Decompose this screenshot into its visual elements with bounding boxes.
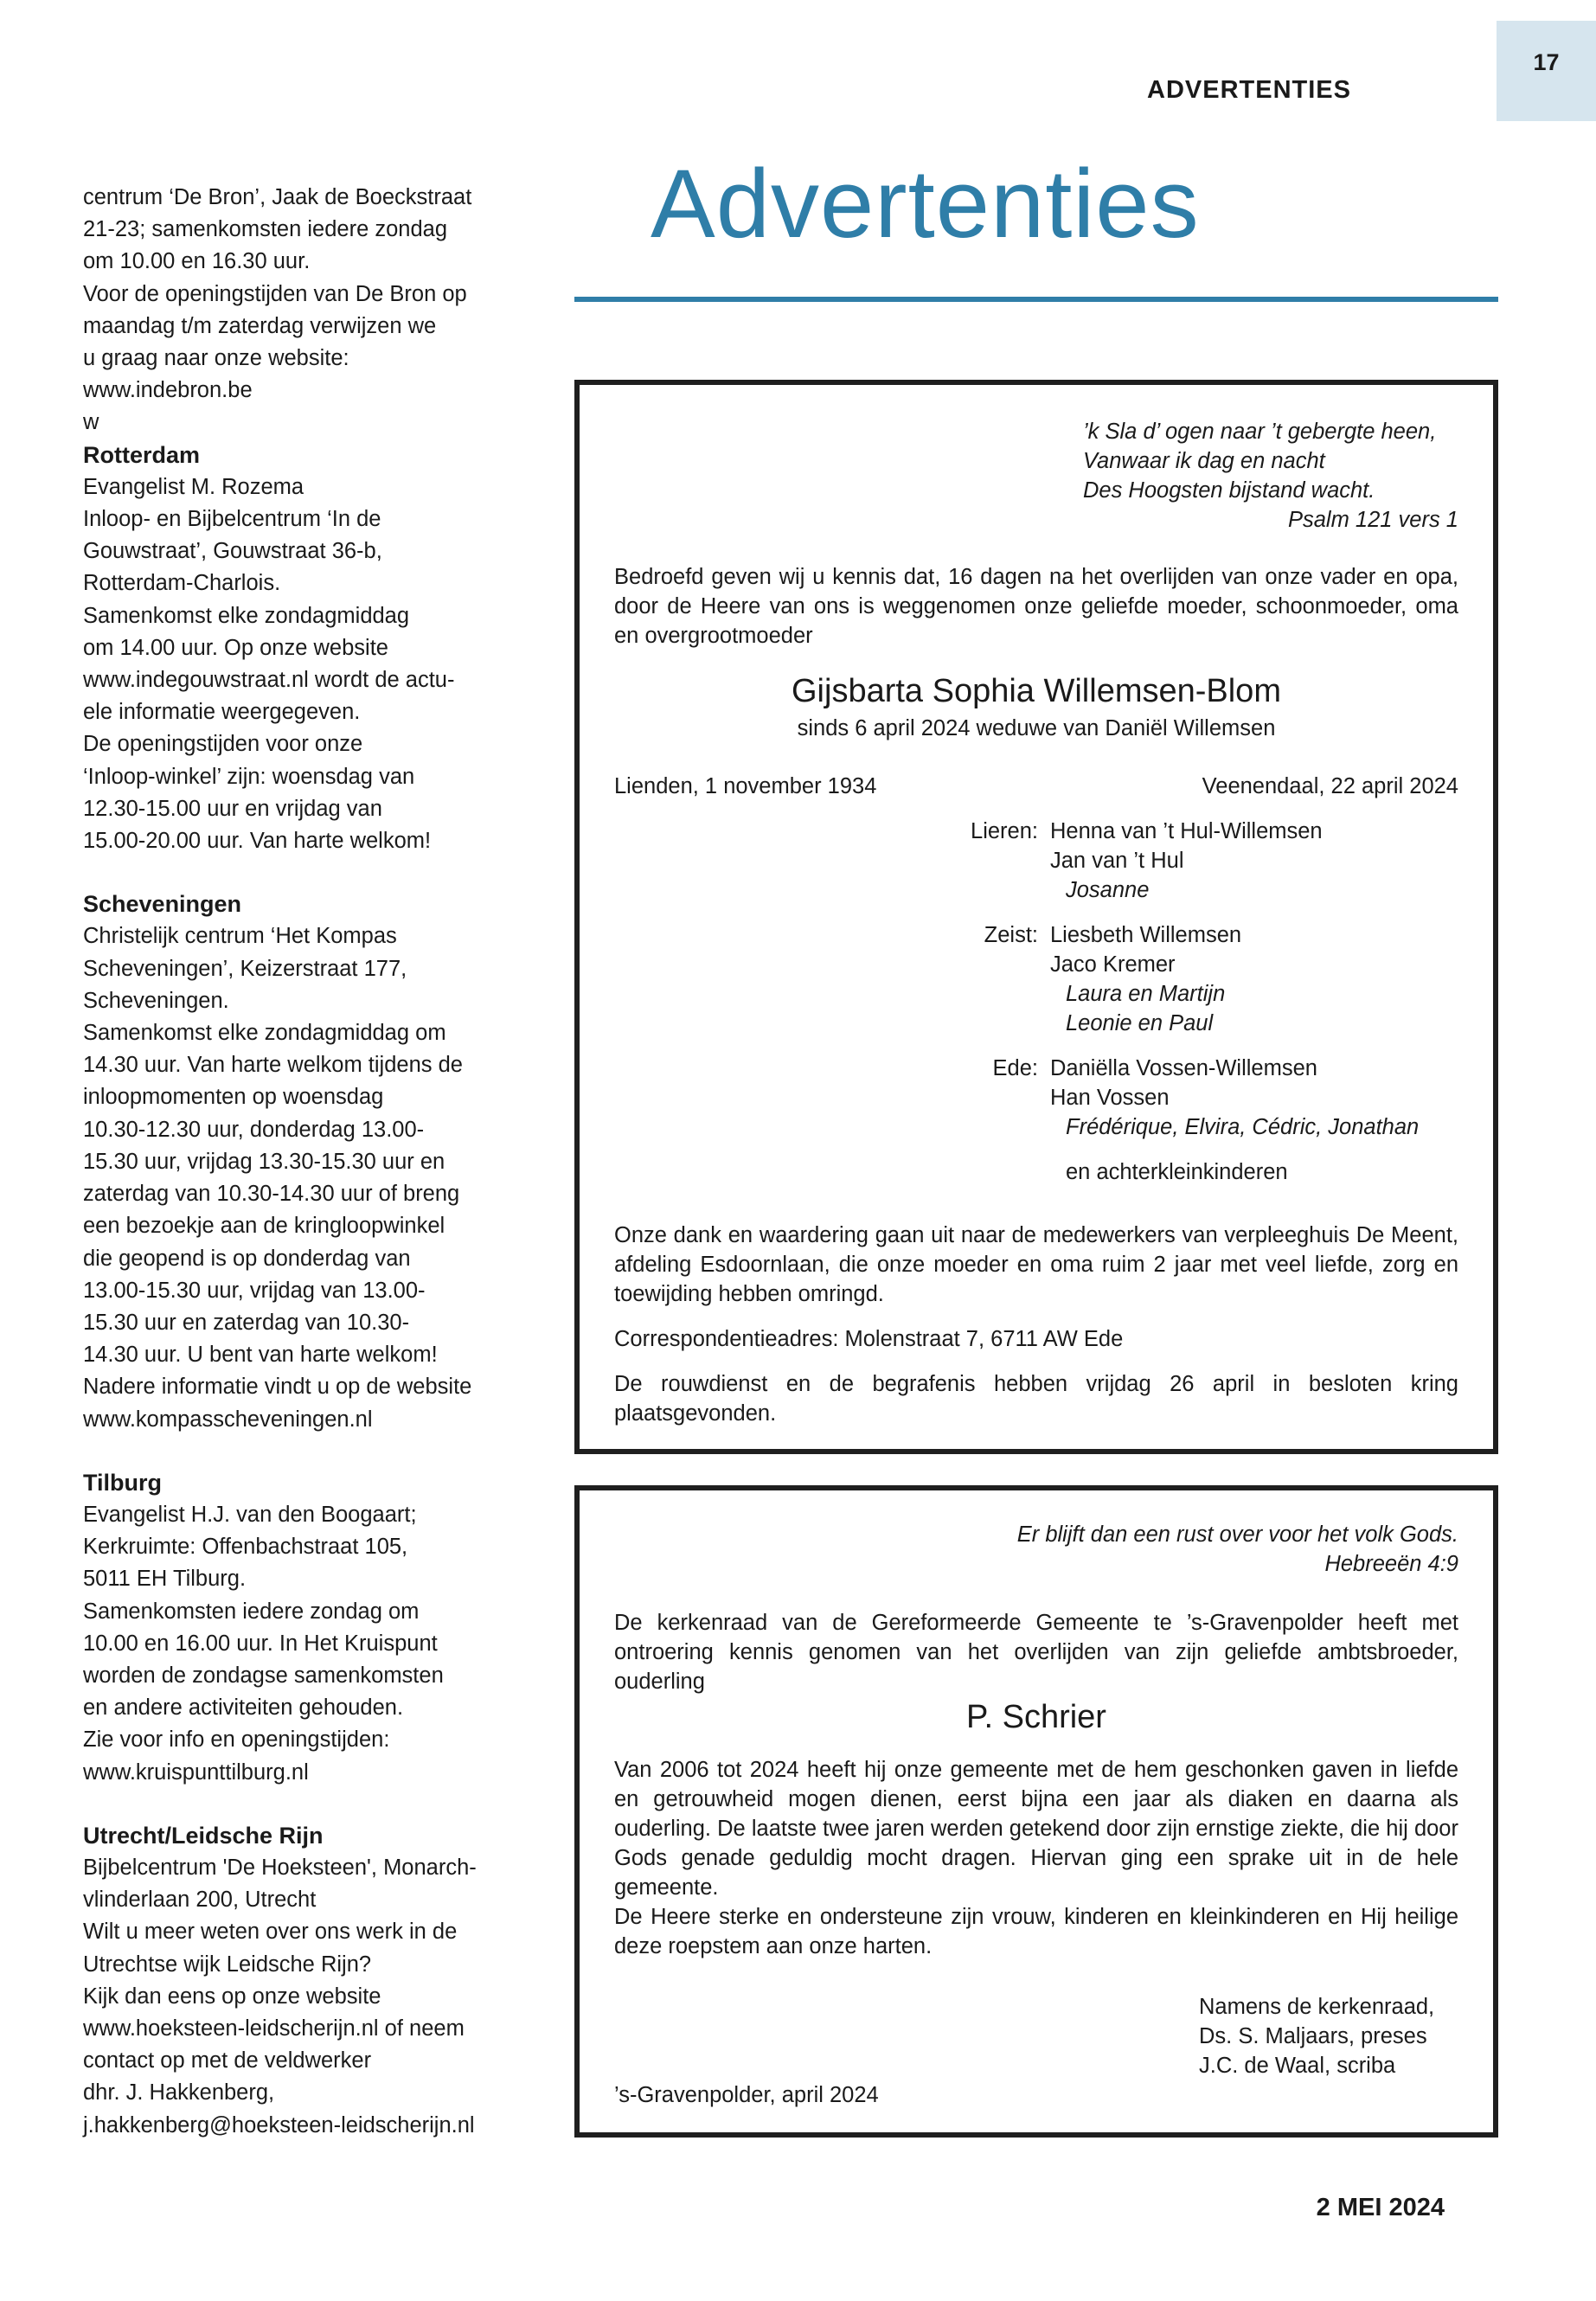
family-group (614, 1054, 1458, 1142)
family-place: Ede: (992, 1056, 1038, 1080)
scheveningen-block (83, 888, 533, 1435)
text-line: Utrechtse wijk Leidsche Rijn? (83, 1952, 372, 1977)
bible-verse: Er blijft dan een rust over voor het volk Gods. (1016, 1522, 1458, 1547)
grandchildren: Josanne (1066, 878, 1150, 902)
deceased-subtitle: sinds 6 april 2024 weduwe van Daniël Willemsen (797, 716, 1276, 740)
text-line: Evangelist H.J. van den Boogaart; (83, 1502, 417, 1527)
tilburg-block (83, 1467, 533, 1789)
text-line: u graag naar onze website: (83, 346, 349, 371)
text-line: Inloop- en Bijbelcentrum ‘In de (83, 507, 381, 532)
family-member: Liesbeth Willemsen (1050, 923, 1242, 947)
text-line: en andere activiteiten gehouden. (83, 1695, 404, 1721)
text-line: 21-23; samenkomsten iedere zondag (83, 217, 448, 242)
text-line: worden de zondagse samenkomsten (83, 1663, 444, 1688)
deceased-name: Gijsbarta Sophia Willemsen-Blom (792, 673, 1281, 709)
intro-text: De kerkenraad van de Gereformeerde Gemeente te ’s-Gravenpolder heeft met ontroering kennis genomen van het overlijden van zijn geliefde ambtsbroeder, ouderling (614, 1611, 1458, 1694)
text-line: Wilt u meer weten over ons werk in de (83, 1920, 458, 1945)
family-member: Jan van ’t Hul (1050, 849, 1184, 873)
text-line: 15.00-20.00 uur. Van harte welkom! (83, 829, 432, 854)
text-line: een bezoekje aan de kringloopwinkel (83, 1214, 445, 1239)
text-line: dhr. J. Hakkenberg, (83, 2080, 275, 2106)
text-line: die geopend is op donderdag van (83, 1246, 411, 1271)
signature-line: Namens de kerkenraad, (1199, 1995, 1435, 2019)
funeral-text: De rouwdienst en de begrafenis hebben vrijdag 26 april in besloten kring plaatsgevonden. (614, 1372, 1458, 1426)
city-heading-rotterdam: Rotterdam (83, 441, 201, 468)
text-line: Samenkomst elke zondagmiddag (83, 603, 410, 628)
page-number: 17 (1533, 49, 1560, 75)
place-date: ’s-Gravenpolder, april 2024 (614, 2083, 879, 2107)
text-line: Evangelist M. Rozema (83, 474, 304, 499)
title-divider (574, 297, 1498, 302)
tribute-text: Van 2006 tot 2024 heeft hij onze gemeente met de hem geschonken gaven in liefde en getrouwheid mogen dienen, eerst bijna een jaar als diaken en daarna als ouderling. De laatste twee jaren werden getekend door zijn ernstige ziekte, die hij door Gods genade geduldig mocht dragen. Hiervan ging een sprake uit in de hele gemeente. (614, 1758, 1458, 1900)
text-line: www.kruispunttilburg.nl (83, 1759, 309, 1785)
text-line: j.hakkenberg@hoeksteen-leidscherijn.nl (83, 2112, 475, 2138)
text-line: Scheveningen. (83, 988, 229, 1013)
text-line: www.hoeksteen-leidscherijn.nl of neem (83, 2016, 465, 2041)
text-line: 14.30 uur. Van harte welkom tijdens de (83, 1053, 463, 1078)
text-line: 10.00 en 16.00 uur. In Het Kruispunt (83, 1631, 438, 1656)
text-line: www.kompasscheveningen.nl (83, 1407, 373, 1432)
grandchildren: Laura en Martijn (1066, 982, 1226, 1006)
signature-line: J.C. de Waal, scriba (1199, 2054, 1396, 2078)
text-line: Samenkomsten iedere zondag om (83, 1599, 420, 1624)
psalm-verse (1083, 417, 1458, 535)
text-line: om 10.00 en 16.30 uur. (83, 249, 311, 274)
text-line: Voor de openingstijden van De Bron op (83, 281, 467, 306)
utrecht-block (83, 1820, 533, 2142)
spacer (83, 1789, 533, 1820)
signature-block (614, 1992, 1458, 2080)
text-line: centrum ‘De Bron’, Jaak de Boeckstraat (83, 185, 472, 209)
grandchildren: Frédérique, Elvira, Cédric, Jonathan (1066, 1115, 1420, 1139)
rotterdam-block (83, 439, 533, 858)
text-line: www.indebron.be (83, 378, 253, 403)
text-line: De openingstijden voor onze (83, 732, 363, 757)
family-group (614, 1157, 1458, 1187)
family-list (614, 817, 1458, 1187)
text-line: 14.30 uur. U bent van harte welkom! (83, 1343, 438, 1368)
verse-block (614, 1520, 1458, 1579)
text-line: Kerkruimte: Offenbachstraat 105, (83, 1535, 408, 1560)
page-title: Advertenties (651, 150, 1200, 258)
text-line: w (83, 410, 99, 435)
family-group (614, 817, 1458, 905)
verse-reference: Psalm 121 vers 1 (1287, 508, 1458, 532)
text-line: contact op met de veldwerker (83, 2048, 372, 2073)
verse-line: Des Hoogsten bijstand wacht. (1083, 478, 1375, 503)
verse-line: ’k Sla d’ ogen naar ’t gebergte heen, (1083, 420, 1437, 444)
bron-block (83, 182, 533, 439)
text-line: inloopmomenten op woensdag (83, 1085, 384, 1110)
family-member: Han Vossen (1050, 1086, 1170, 1110)
text-line: 15.30 uur en zaterdag van 10.30- (83, 1310, 410, 1335)
deceased-name: P. Schrier (966, 1699, 1106, 1735)
text-line: 15.30 uur, vrijdag 13.30-15.30 uur en (83, 1149, 445, 1174)
city-heading-utrecht: Utrecht/Leidsche Rijn (83, 1822, 324, 1849)
section-header: ADVERTENTIES (1147, 76, 1351, 104)
correspondence-address: Correspondentieadres: Molenstraat 7, 6711 AW Ede (614, 1327, 1124, 1351)
issue-date: 2 MEI 2024 (1316, 2194, 1445, 2221)
text-line: maandag t/m zaterdag verwijzen we (83, 313, 437, 338)
spacer (83, 1436, 533, 1467)
grandchildren: Leonie en Paul (1066, 1011, 1214, 1035)
obituary-ad-willemsen (574, 380, 1498, 1454)
family-place: Lieren: (971, 819, 1038, 843)
great-grandchildren: en achterkleinkinderen (1066, 1160, 1288, 1184)
family-member: Daniëlla Vossen-Willemsen (1050, 1056, 1317, 1080)
text-line: Gouwstraat’, Gouwstraat 36-b, (83, 539, 382, 564)
city-heading-scheveningen: Scheveningen (83, 891, 242, 918)
text-line: Bijbelcentrum 'De Hoeksteen', Monarch- (83, 1855, 477, 1880)
text-line: Nadere informatie vindt u op de website (83, 1375, 472, 1400)
obituary-ad-schrier (574, 1485, 1498, 2138)
text-line: vlinderlaan 200, Utrecht (83, 1888, 317, 1913)
text-line: www.indegouwstraat.nl wordt de actu- (83, 668, 455, 693)
family-member: Henna van ’t Hul-Willemsen (1050, 819, 1323, 843)
text-line: Kijk dan eens op onze website (83, 1984, 381, 2009)
thanks-text: Onze dank en waardering gaan uit naar de medewerkers van verpleeghuis De Meent, afdeling Esdoornlaan, die onze moeder en oma ruim 2 jaar met veel liefde, zorg en toewijding hebben omringd. (614, 1223, 1458, 1306)
family-names (1050, 1054, 1458, 1142)
verse-reference: Hebreeën 4:9 (1324, 1552, 1458, 1576)
text-line: Samenkomst elke zondagmiddag om (83, 1021, 446, 1046)
city-heading-tilburg: Tilburg (83, 1469, 162, 1496)
family-names (1050, 817, 1458, 905)
blessing-text: De Heere sterke en ondersteune zijn vrouw, kinderen en kleinkinderen en Hij heilige deze roepstem aan onze harten. (614, 1905, 1458, 1958)
family-place: Zeist: (984, 923, 1038, 947)
family-names (1050, 920, 1458, 1038)
death-place-date: Veenendaal, 22 april 2024 (1202, 774, 1458, 798)
intro-text: Bedroefd geven wij u kennis dat, 16 dagen na het overlijden van onze vader en opa, door de Heere van ons is weggenomen onze geliefde moeder, schoonmoeder, oma en overgrootmoeder (614, 565, 1458, 648)
text-line: 12.30-15.00 uur en vrijdag van (83, 796, 382, 821)
birth-place-date: Lienden, 1 november 1934 (614, 774, 877, 798)
text-line: Zie voor info en openingstijden: (83, 1727, 390, 1753)
text-line: 10.30-12.30 uur, donderdag 13.00- (83, 1117, 425, 1142)
signature-line: Ds. S. Maljaars, preses (1199, 2024, 1427, 2048)
left-column (83, 182, 533, 2142)
verse-block (614, 417, 1458, 535)
text-line: Rotterdam-Charlois. (83, 571, 281, 596)
text-line: 5011 EH Tilburg. (83, 1567, 247, 1592)
family-member: Jaco Kremer (1050, 952, 1176, 977)
page-number-tab (1497, 21, 1596, 121)
text-line: Christelijk centrum ‘Het Kompas (83, 924, 397, 949)
verse-line: Vanwaar ik dag en nacht (1083, 449, 1325, 473)
family-group (614, 920, 1458, 1038)
text-line: 13.00-15.30 uur, vrijdag van 13.00- (83, 1278, 426, 1303)
dates-row (614, 772, 1458, 801)
text-line: zaterdag van 10.30-14.30 uur of breng (83, 1182, 460, 1207)
text-line: ‘Inloop-winkel’ zijn: woensdag van (83, 764, 415, 789)
text-line: om 14.00 uur. Op onze website (83, 635, 388, 660)
text-line: Scheveningen’, Keizerstraat 177, (83, 956, 407, 981)
spacer (83, 857, 533, 888)
text-line: ele informatie weergegeven. (83, 700, 361, 725)
